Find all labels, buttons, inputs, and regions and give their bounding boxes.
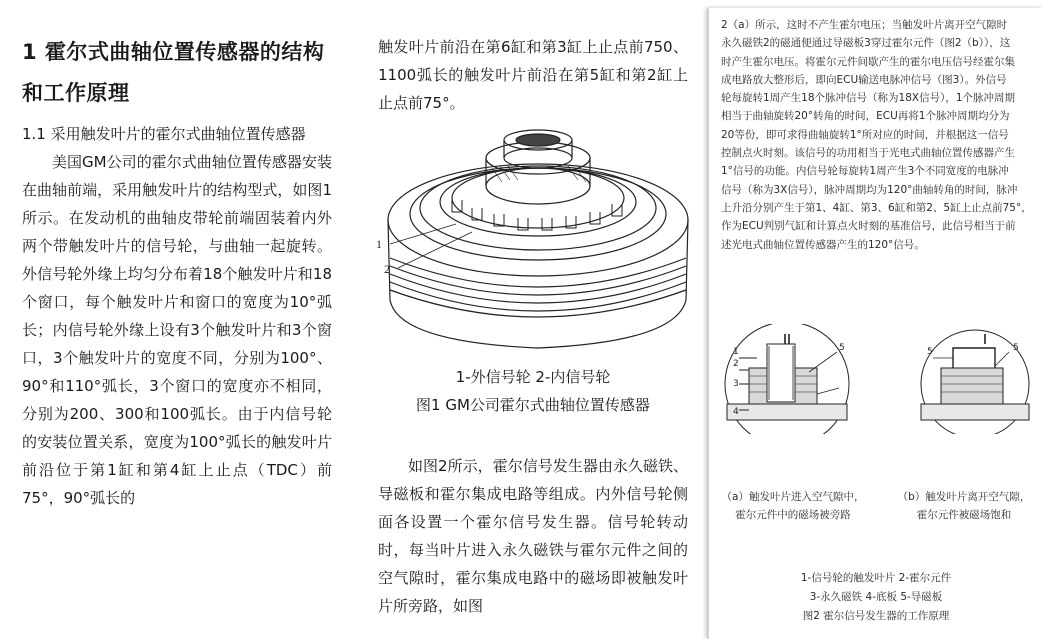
fig1-label-2: 2 xyxy=(384,262,390,276)
overlay-page-panel xyxy=(708,8,1042,639)
panel-line: 述光电式曲轴位置传感器产生的120°信号。 xyxy=(721,238,925,251)
panel-line: 信号（称为3X信号），脉冲周期均为120°曲轴转角的时间，脉冲 xyxy=(721,183,1018,196)
figure-2-hall-generator xyxy=(709,324,1042,434)
panel-line: 作为ECU判别气缸和计算点火时刻的基准信号，此信号相当于前 xyxy=(721,220,1016,233)
panel-line: 20等份，即可求得曲轴旋转1°所对应的时间，并根据这一信号 xyxy=(721,128,1009,141)
fig2-legend-line2: 3-永久磁铁 4-底板 5-导磁板 xyxy=(809,591,943,603)
fig2b-caption-line2: 霍尔元件被磁场饱和 xyxy=(916,509,1012,521)
panel-line: 上升沿分别产生于第1、4缸、第3、6缸和第2、5缸上止点前75°， xyxy=(721,201,1032,214)
fig2b-caption xyxy=(885,488,1042,524)
body-paragraph-2: 触发叶片前沿在第6缸和第3缸上止点前750、1100弧长的触发叶片前沿在第5缸和第2缸上止点前75°。 xyxy=(378,38,688,112)
panel-line: 时产生霍尔电压。将霍尔元件间歇产生的霍尔电压信号经霍尔集 xyxy=(721,55,1015,68)
panel-line: 轮每旋转1周产生18个脉冲信号（称为18X信号），1个脉冲周期 xyxy=(721,92,1016,105)
middle-column-bottom xyxy=(378,452,688,620)
figure-1-title: 图1 GM公司霍尔式曲轴位置传感器 xyxy=(416,396,650,414)
fig2-legend-line1: 1-信号轮的触发叶片 2-霍尔元件 xyxy=(800,572,952,584)
fig2b-caption-line1: （b）触发叶片离开空气隙， xyxy=(897,491,1031,503)
middle-column-top xyxy=(378,33,688,117)
figure-1-sensor-drawing xyxy=(368,128,692,360)
panel-line: 控制点火时刻。该信号的功用相当于光电式曲轴位置传感器产生 xyxy=(721,147,1015,160)
fig2a-caption-line2: 霍尔元件中的磁场被旁路 xyxy=(735,509,851,521)
body-paragraph-3: 如图2所示，霍尔信号发生器由永久磁铁、导磁板和霍尔集成电路等组成。内外信号轮侧面各设置一个霍尔信号发生器。信号轮转动时，每当叶片进入永久磁铁与霍尔元件之间的空气隙时，霍尔集成电路中的磁场即被触发叶片所旁路，如图 xyxy=(378,457,688,615)
fig2a-label-3: 3 xyxy=(733,379,739,389)
fig2a-label-1: 1 xyxy=(733,347,739,357)
fig2b-label-5b: 5 xyxy=(1013,343,1019,353)
fig2b-diagram xyxy=(921,330,1029,434)
fig2a-label-4: 4 xyxy=(733,407,739,417)
fig2-title: 图2 霍尔信号发生器的工作原理 xyxy=(802,610,950,622)
fig2b-label-5: 5 xyxy=(927,347,933,357)
fig2a-label-2: 2 xyxy=(733,359,739,369)
fig2a-caption-line1: （a）触发叶片进入空气隙中， xyxy=(721,491,865,503)
section-heading: 1 霍尔式曲轴位置传感器的结构和工作原理 xyxy=(22,40,325,105)
fig2a-caption xyxy=(709,488,877,524)
panel-line: 相当于曲轴旋转20°转角的时间，ECU再将1个脉冲周期均分为 xyxy=(721,110,1010,123)
panel-paragraph xyxy=(721,16,1042,254)
panel-line: 永久磁铁2的磁通便通过导磁板3穿过霍尔元件（图2（b）），这 xyxy=(721,37,1011,50)
panel-line: 成电路放大整形后，即向ECU输送电脉冲信号（图3）。外信号 xyxy=(721,73,1007,86)
fig2a-label-5: 5 xyxy=(839,343,845,353)
panel-line: 2（a）所示，这时不产生霍尔电压；当触发叶片离开空气隙时 xyxy=(721,19,1008,31)
fig2-legend xyxy=(709,569,1042,626)
figure-1-caption xyxy=(378,363,688,419)
figure-1-legend: 1-外信号轮 2-内信号轮 xyxy=(455,368,611,386)
fig2a-diagram xyxy=(725,324,849,434)
body-paragraph-1: 美国GM公司的霍尔式曲轴位置传感器安装在曲轴前端，采用触发叶片的结构型式，如图1所示。在发动机的曲轴皮带轮前端固装着内外两个带触发叶片的信号轮，与曲轴一起旋转。外信号轮外缘上均匀分布着18个触发叶片和18个窗口，每个触发叶片和窗口的宽度为10°弧长；内信号轮外缘上设有3个触发叶片和3个窗口，3个触发叶片的宽度不同，分别为100°、90°和110°弧长，3个窗口的宽度亦不相同，分别为200、300和100弧长。由于内信号轮的安装位置关系，宽度为100°弧长的触发叶片前沿位于第1缸和第4缸上止点（TDC）前75°，90°弧长的 xyxy=(22,153,332,507)
subsection-heading: 1.1 采用触发叶片的霍尔式曲轴位置传感器 xyxy=(22,125,306,143)
panel-line: 1°信号的功能。内信号轮每旋转1周产生3个不同宽度的电脉冲 xyxy=(721,165,1009,178)
fig1-label-1: 1 xyxy=(376,237,382,251)
left-column xyxy=(22,32,332,512)
